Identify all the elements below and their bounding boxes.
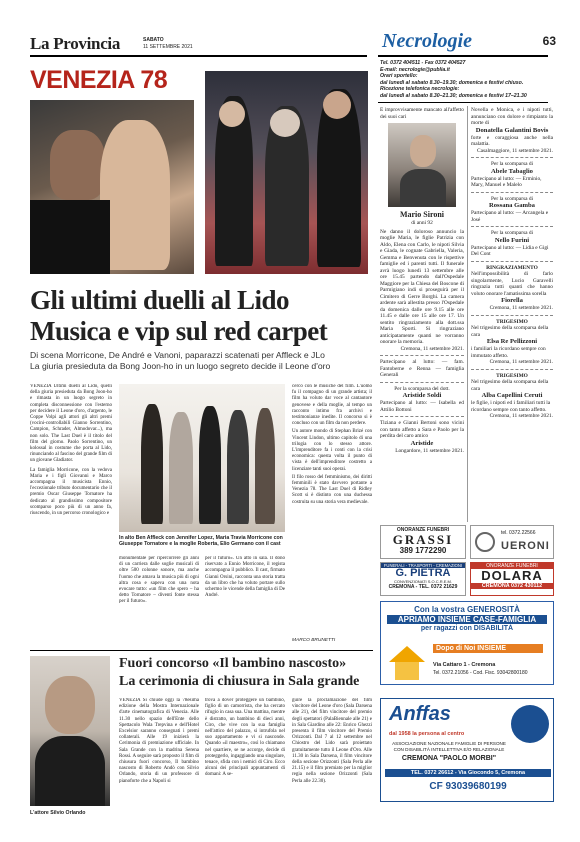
photo-affleck-lopez xyxy=(30,100,194,274)
obit2-tri1-body: Nel trigesimo della scomparsa della cara xyxy=(471,325,549,338)
article-col4-text: cerco con le musiche del film. L'uomo fu il compagno di un grande artista; il film ha voluto dar voce al cantautore genovese e della moglie, al tempo un racconto intimo fra archivi e testimonianze inedite. Il concorso si è concluso con un film da non perdere. xyxy=(292,384,372,427)
obit2-tri2-body2: le figlie, i nipoti ed i familiari tutti la ricordano sempre con tanto affetto. xyxy=(471,400,551,413)
obit2-s2-title: Per la scomparsa di xyxy=(490,195,534,202)
obit2-intro: Novella e Monica, e i nipoti tutti, annunciano con dolore e rimpianto la morte di xyxy=(471,107,553,126)
photo-morricone-family xyxy=(205,71,368,274)
masthead-right-rule xyxy=(378,55,548,57)
ad-pietra-name: G. PIETRA xyxy=(395,567,451,579)
info-rule xyxy=(378,102,548,103)
obit-scomparsa-title: Per la scomparsa del dott. xyxy=(394,385,450,392)
ad-ueroni[interactable] xyxy=(470,525,554,559)
necro-hours3: dal lunedì al sabato 8.30–21.30; domenica e festivi 17–21.30 xyxy=(380,92,527,99)
article-col4c-text: Il filo rosso del femminismo, dei diritti femminili è stato davvero portante a Venezia 78. The Last Duel di Ridley Scott si è distinto con una duchessa costruita su una storia vera medievale. xyxy=(292,474,372,505)
obit2-s3-title: Per la scomparsa di xyxy=(490,230,534,236)
obits-col-1 xyxy=(380,107,464,522)
ad-anffas-city: CREMONA "PAOLO MORBI" xyxy=(401,755,497,762)
obit-intro: È improvvisamente mancato all'affetto dei suoi cari xyxy=(380,107,464,120)
ad-dolara[interactable] xyxy=(470,562,554,596)
subhead-1: Di scena Morricone, De André e Vanoni, paparazzi scatenati per Affleck e JLo xyxy=(30,350,325,360)
necro-hours2: Ricezione telefonica necrologie: xyxy=(380,86,460,93)
necro-hours-title: Orari sportello: xyxy=(380,73,418,80)
obit2-s3-body: Partecipano al lutto: — Lidia e Gigi Del Cont xyxy=(471,244,549,257)
obit2-s3-name: Nello Furini xyxy=(494,236,530,244)
headline-2: Musica e vip sul red carpet xyxy=(30,316,328,346)
obit-portrait xyxy=(388,123,456,207)
obit2-s1-name: Abele Tabaglio xyxy=(491,167,533,175)
headline-1: Gli ultimi duelli al Lido xyxy=(30,285,290,315)
ad-grassi[interactable] xyxy=(380,525,466,559)
casa-house-icon xyxy=(387,642,427,682)
obit2-s1-title: Per la scomparsa di xyxy=(490,161,534,167)
obit2-tri2-body: Nel trigesimo della scomparsa della cara xyxy=(471,379,549,392)
ad-ueroni-name: UERONI xyxy=(501,540,550,552)
ad-anffas-name: Anffas xyxy=(389,703,451,725)
article2-col3-text: guire la proclamazione del film vincitore del Leone d'oro (Sala Darsena alle 21), del film vincitore del premio degli spettatori (PalaBiennale alle 21) e in Sala Giardino alle 22: Enrico Ghezzi presenta il film vincitore del Premio Orizzonti. Dal 7 al 12 settembre nel Chiostro del Lido sarà proiettato gratuitamente tutto il Leone d'Oro. Alle 11.30 in Sala Darsena, il film vincitore della sezione Orizzonti (Sala Perla alle 21.15) e il film premiato per la miglior regia nella sezione Orizzonti (Sala Perla alle 22.30). xyxy=(292,698,372,784)
ad-pietra-sub: CONVENZIONATI S.O.C.R.E.M. xyxy=(394,579,452,584)
obit-scomparsa-body: Partecipano al lutto: — Isabella ed Attilio Bottoni xyxy=(380,400,464,413)
ad-dolara-phone: CREMONA 0372 430112 xyxy=(471,583,553,589)
obit2-s2-body: Partecipano al lutto: — Arcangela e José xyxy=(471,210,549,223)
necro-hours1: dal lunedì al sabato 8.30–19.30; domenica e festivi chiuso. xyxy=(380,79,524,86)
obit-age: di anni 92 xyxy=(411,220,433,226)
obit-scomparsa-name: Aristide Soldi xyxy=(402,392,442,399)
ad-pietra-phone: CREMONA - TEL. 0372 21629 xyxy=(388,584,458,590)
anffas-logo-icon xyxy=(511,705,549,743)
ad-anffas[interactable] xyxy=(380,698,554,802)
article2-headline-2: La cerimonia di chiusura in Sala grande xyxy=(119,674,360,689)
obit2-body: forte e coraggiosa anche nella malattia. xyxy=(471,134,553,147)
article-col-4 xyxy=(292,384,372,636)
section-title: Necrologie xyxy=(382,30,472,52)
ad-grassi-label: ONORANZE FUNEBRI xyxy=(396,527,450,533)
ad-casa-main: APRIAMO INSIEME CASE-FAMIGLIA xyxy=(387,615,547,624)
obit2-s1-body: Partecipano al lutto: — Erminio, Mary, Manuel e Malelo xyxy=(471,175,542,188)
ad-ueroni-phone: tel. 0372.22566 xyxy=(501,530,536,536)
article2-col2-text: trova a dover proteggere un bambino, figlio di un camorrista, che ha cercato rifugio in casa sua. Una mattina, mentre è distratto, un bambino di dieci anni, Ciro, che vive con la sua famiglia nell'attico del palazzo, si intrufola nel suo appartamento e vi si nasconde. Quando «il maestro», così lo chiamano nel quartiere, se ne accorge, decide di proteggerlo, ingaggiando una singolare, tenace, sfida con i nemici di Ciro. Ecco alcuni dei principali appuntamenti di domani: A se- xyxy=(205,698,285,778)
obit2-tri1-name: Elsa Re Pellizzoni xyxy=(486,338,538,345)
obit2-date: Casalmaggiore, 11 settembre 2021. xyxy=(477,147,553,154)
byline: MARCO BRUNETTI xyxy=(292,638,336,643)
ueroni-logo-icon xyxy=(475,532,495,552)
ad-pietra[interactable] xyxy=(380,562,466,596)
obit2-ringr-name: Fiorella xyxy=(501,297,523,304)
obit2-tri1-body2: i familiari la ricordano sempre con immutato affetto. xyxy=(471,346,546,359)
ad-pietra-top: FUNERALI - TRASPORTI - CREMAZIONI xyxy=(381,563,465,568)
ad-casa-famiglia[interactable] xyxy=(380,601,554,685)
obit-body: Ne danno il doloroso annuncio la moglie Maria, le figlie Patrizia con Aldo, Elena con Carlo, le nipoti Silvia e Giada, le cognate Gabriella, Valeria, Gemma e Benvenuta con le rispettive famiglie ed i parenti tutti. Il funerale avrà luogo lunedì 13 settembre alle ore 15.45 partendo dall'Ospedale Maggiore per la Chiesa del Boscone di Parmigiano indi si proseguirà per il Cimitero di Gerre Borghi. La camera ardente sarà allestita presso l'Ospedale da domenica dalle ore 9.15 alle ore 11.45 e dalle ore 15 alle ore 17. Un sentito ringraziamento alla dott.ssa Maria Sporti. Si ringraziano anticipatamente quanti ne vorranno onorare la memoria. xyxy=(380,228,464,345)
photo2-caption: L'attore Silvio Orlando xyxy=(30,810,86,816)
obit-tiziana: Tiziana e Gianni Bertoni sono vicini con tanto affetto a Sara e Paolo per la perdita del caro amico xyxy=(380,420,464,439)
obit-tiziana-name: Aristide xyxy=(410,439,434,447)
obit2-ringr-body: Nell'impossibilità di farlo singolarmente, Lucio Garavelli ringrazia tutti quanti che hanno voluto onorare l'amatissima sorella xyxy=(471,271,553,297)
article-col1b-text: La famiglia Morricone, con la vedova Maria e i figli Giovanni e Marco accompagna il musicista Ennio, l'eccezionale tributo documentario che il premio Oscar Giuseppe Tornatore ha dedicato al grandissimo compositore scomparso poco più di un anno fa, riuscendo, in un percorso cronologico e xyxy=(30,467,112,517)
obit2-ringr-title: RINGRAZIAMENTO xyxy=(486,264,538,271)
subhead-2: La giuria presieduta da Bong Joon-ho in un luogo segreto decide il Leone d'oro xyxy=(30,361,331,371)
paper-day: SABATO xyxy=(143,37,164,43)
necro-email: E-mail: necrologie@publia.it xyxy=(380,66,450,73)
article-col4b-text: Un autore mondo di Stephan Brizé con Vincent Lindon, ultimo capitolo di una trilogia con lo stesso attore. L'imprenditore fa i conti con la crisi economica: questa volta il punto di vista è dell'imprenditore costretto a licenziare tanti suoi operai. xyxy=(292,429,372,472)
ad-grassi-name: GRASSI xyxy=(392,532,454,547)
ad-casa-top: Con la vostra GENEROSITÀ xyxy=(414,605,520,614)
photo-cast xyxy=(119,384,285,532)
article2-col1-text: VENEZIA Si chiude oggi la 78esima edizione della Mostra Internazionale d'arte cinematografica di Venezia. Alle 11.30 nello spazio dell'Ente dello Spettacolo Wala Trepvina e dell'Hotel Excelsior saranno consegnati i premi collaterali. Alle 19 inizierà la Cerimonia di premiazione ufficiale. In Sala Grande con la madrina Serena Rossi. A seguire sarà proposto il film di chiusura fuori concorso, Il bambino nascosto di Roberto Andò con Silvio Orlando, storia di un professore di pianoforte che a Napoli si xyxy=(119,698,199,784)
obit2-ringr-date: Cremona, 11 settembre 2021. xyxy=(489,305,553,311)
obit2-tri1-date: Cremona, 11 settembre 2021. xyxy=(489,359,553,365)
article-col-1 xyxy=(30,384,112,642)
paper-date: 11 SETTEMBRE 2021 xyxy=(143,44,193,50)
paper-title: La Provincia xyxy=(30,34,121,53)
article2-col-1 xyxy=(119,698,199,816)
obits-col-divider xyxy=(467,106,468,522)
ad-grassi-phone: 389 1772290 xyxy=(399,546,447,555)
article2-col-2 xyxy=(205,698,285,816)
ad-casa-fond: Dopo di Noi INSIEME xyxy=(433,644,543,653)
ad-anffas-since: dal 1958 la persona al centro xyxy=(389,731,465,737)
obit2-name: Donatella Galantini Bovis xyxy=(475,126,549,134)
page-number: 63 xyxy=(542,34,556,48)
ad-anffas-cf: CF 93039680199 xyxy=(429,781,507,792)
photo-caption: In alto Ben Affleck con Jennifer Lopez, Maria Travia Morricone con Giuseppe Tornatore e la moglie Roberta, Elio Germano con il cast xyxy=(119,535,283,548)
obit-place-date: Cremona, 11 settembre 2021. xyxy=(400,345,464,352)
article-col1-text: VENEZIA Ultimi duelli al Lido, quelli della giuria presieduta da Bong Joon-ho e rimasta in un luogo segreto in completa disconnessione con l'esterno per decidere il Leone d'oro, d'argento, le Coppe Volpi agli attori gli altri premi (vocini-controllabili Gianno Sorrentino, Campion, Schrader, Almodovar...), ma non solo. The Last Duel è il titolo del film del giorno. Paolo Sorrentino, un kolossal in costume che porta al Lido, rinunciando al fascino del grande film di un giovane Gladiator. xyxy=(30,384,112,464)
ad-dolara-top: ONORANZE FUNEBRI xyxy=(471,563,553,569)
ad-casa-phone: Tel. 0372.21056 - Cod. Fisc. 93042800180 xyxy=(433,670,528,676)
article-col2-text: monumentale per ripercorrere gli anni di un carriera dalle soglie musicali di oltre 500 colonne sonore, ma anche l'uomo che amava la musica più di ogni altra cosa e sapeva con una nota evocare tutto: «un film che spero – ha detto Tornatore – diventi fonte stessa per il futuro». xyxy=(119,556,199,605)
masthead-rule xyxy=(30,55,367,57)
obit2-tri2-name: Alba Capellini Ceruti xyxy=(481,392,543,399)
obit2-tri1-title: TRIGESIMO xyxy=(496,318,528,325)
article-col-2 xyxy=(119,556,199,644)
article2-headline-1: Fuori concorso «Il bambino nascosto» xyxy=(119,656,347,671)
ad-casa-sub: per ragazzi con DISABILITÀ xyxy=(420,625,514,632)
obit2-tri2-title: TRIGESIMO xyxy=(496,372,528,379)
ad-dolara-name: DOLARA xyxy=(481,568,543,583)
photo-silvio-orlando xyxy=(30,656,110,806)
article-col3-text: per il futuro». Un atto in sala. Il dono riservato a Ennio Morricone, il regista accompagna il pubblico. Il cast, firmato Gianni Orsini, racconta una storia tratta da un libro che ha voluto portare sullo schermo le vicende della famiglia di De André. xyxy=(205,556,285,599)
article2-col-3 xyxy=(292,698,372,816)
ad-casa-addr: Via Cattaro 1 - Cremona xyxy=(433,662,496,668)
article-divider xyxy=(30,650,373,651)
necro-info xyxy=(380,60,550,100)
masthead-right xyxy=(378,30,558,56)
obit-tiziana-date: Longardore, 11 settembre 2021. xyxy=(395,447,464,454)
kicker: VENEZIA 78 xyxy=(30,66,168,94)
ad-anffas-assoc: ASSOCIAZIONE NAZIONALE FAMIGLIE DI PERSONE CON DISABILITÀ INTELLETTIVA E/O RELAZIONALE xyxy=(392,741,506,752)
obit2-tri2-date: Cremona, 11 settembre 2021. xyxy=(489,413,553,419)
necro-contacts: Tel. 0372 404511 - Fax 0372 404527 xyxy=(380,60,466,66)
masthead-left xyxy=(30,34,330,56)
obit-name: Mario Sironi xyxy=(399,210,445,219)
obit-partecipano: Partecipano al lutto: — fam. Fantoberne e Renna — famiglia Generali xyxy=(380,359,464,378)
ad-anffas-phone: TEL. 0372 26612 - Via Giocondo 5, Cremona xyxy=(385,769,551,777)
obit2-s2-name: Rossana Gamba xyxy=(489,202,535,209)
article-col-3 xyxy=(205,556,285,644)
obits-col-2 xyxy=(471,107,553,522)
